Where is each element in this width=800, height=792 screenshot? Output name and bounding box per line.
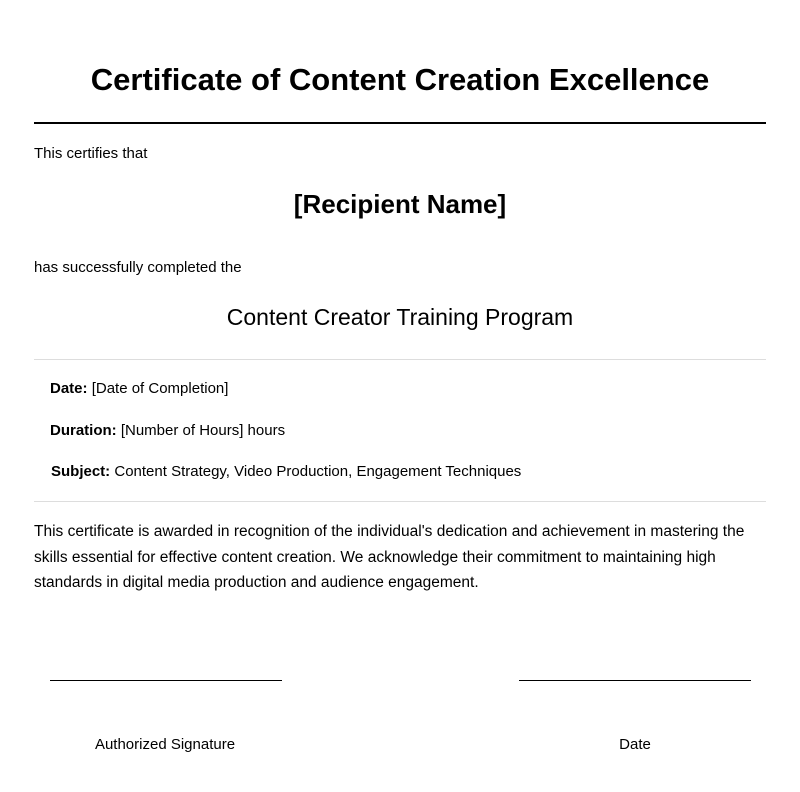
signature-label: Authorized Signature bbox=[94, 736, 236, 753]
signature-line bbox=[50, 680, 282, 681]
certificate-title: Certificate of Content Creation Excellence bbox=[90, 62, 710, 97]
details-bottom-divider bbox=[34, 501, 766, 502]
subject-detail-value: Content Strategy, Video Production, Engagement Techniques bbox=[114, 463, 522, 480]
subject-detail-label: Subject: bbox=[51, 463, 111, 480]
certificate-page bbox=[34, 0, 766, 792]
subject-detail bbox=[51, 463, 521, 481]
certifies-text: This certifies that bbox=[34, 145, 148, 162]
duration-detail-label: Duration: bbox=[50, 422, 117, 439]
program-name: Content Creator Training Program bbox=[226, 304, 574, 330]
details-top-divider bbox=[34, 359, 766, 360]
date-signature-line bbox=[519, 680, 751, 681]
duration-detail bbox=[50, 422, 285, 440]
date-signature-label: Date bbox=[619, 736, 651, 753]
completed-text: has successfully completed the bbox=[34, 259, 242, 276]
duration-detail-value: [Number of Hours] hours bbox=[120, 422, 286, 439]
date-detail-label: Date: bbox=[50, 380, 88, 397]
title-divider bbox=[34, 122, 766, 124]
recipient-name: [Recipient Name] bbox=[293, 189, 507, 219]
date-detail-value: [Date of Completion] bbox=[91, 380, 229, 397]
award-statement: This certificate is awarded in recognition of the individual's dedication and achievement in mastering the skills essential for effective content creation. We acknowledge their commitment to maintaining high standards in digital media production and audience engagement. bbox=[34, 523, 745, 591]
date-detail bbox=[50, 380, 228, 398]
